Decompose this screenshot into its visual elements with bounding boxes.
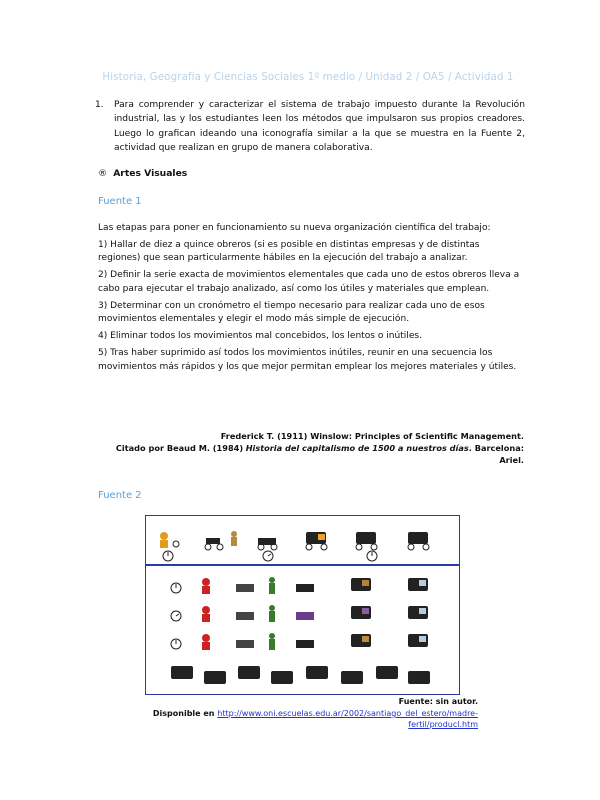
carriage-icon: [306, 532, 327, 550]
subject-tag: [98, 168, 187, 179]
question-1: [95, 98, 525, 155]
fuente-1-title: Fuente 1: [98, 196, 142, 207]
assembly-line-illustration: [145, 515, 460, 695]
carriage-icon: [205, 538, 223, 550]
fuente-2-availability: [108, 708, 478, 730]
worker-icon: [231, 531, 237, 546]
page-header: Historia, Geografía y Ciencias Sociales 1º medio / Unidad 2 / OA5 / Actividad 1: [102, 71, 514, 83]
step-4: 4) Eliminar todos los movimientos mal concebidos, los lentos o inútiles.: [98, 331, 422, 342]
carriage-icon: [408, 532, 429, 550]
step-2: 2) Definir la serie exacta de movimientos elementales que cada uno de estos obreros lleva a cabo para ejecutar el trabajo analizado, así como los útiles y materiales que emplean.: [98, 270, 520, 294]
source-link[interactable]: http://www.oni.escuelas.edu.ar/2002/santiago_del_estero/madre-fertil/producl.htm: [217, 709, 478, 729]
row-1: [171, 577, 428, 594]
fuente-2-title: Fuente 2: [98, 490, 142, 501]
clock-icon: [171, 639, 181, 649]
registered-icon: ®: [98, 168, 108, 179]
illustration-svg: [146, 516, 459, 694]
clock-icon: [367, 551, 377, 561]
middle-rows: [171, 577, 428, 650]
question-number: 1.: [95, 100, 104, 110]
available-label: Disponible en: [152, 709, 215, 718]
fuente-2-source: Fuente: sin autor.: [398, 697, 478, 706]
citation-line-2a: Citado por Beaud M. (1984): [115, 443, 244, 453]
citation: [110, 430, 524, 466]
top-row: [160, 531, 429, 561]
subject-label: Artes Visuales: [113, 168, 188, 179]
row-2: [171, 605, 428, 622]
step-1: 1) Hallar de diez a quince obreros (si es posible en distintas empresas y de distintas regiones) que sean particularmente hábiles en la ejecución del trabajo a analizar.: [98, 239, 480, 264]
carriage-icon: [356, 532, 377, 550]
wheel-icon: [173, 541, 179, 547]
clock-icon: [263, 551, 273, 561]
step-3: 3) Determinar con un cronómetro el tiempo necesario para realizar cada uno de esos movimientos elementales y elegir el modo más simple de ejecución.: [98, 300, 485, 325]
citation-line-2c: . Barcelona: Ariel.: [468, 443, 524, 465]
question-text: Para comprender y caracterizar el sistema de trabajo impuesto durante la Revolución industrial, las y los estudiantes leen los métodos que impulsaron sus propios creadores. Luego lo grafican ideando una iconografía similar a la que se muestra en la Fuente 2, actividad que realizan en grupo de manera colaborativa.: [114, 100, 525, 153]
worker-icon: [160, 532, 168, 548]
clock-icon: [163, 551, 173, 561]
fuente-1-text: [98, 222, 524, 378]
fuente-1-intro: Las etapas para poner en funcionamiento su nueva organización científica del trabajo:: [98, 223, 491, 233]
step-5: 5) Tras haber suprimido así todos los movimientos inútiles, reunir en una secuencia los movimientos más rápidos y los que mejor permitan emplear los mejores materiales y útiles.: [98, 348, 517, 372]
citation-line-1: Frederick T. (1911) Winslow: Principles of Scientific Management.: [220, 431, 524, 441]
clock-icon: [171, 611, 181, 621]
row-3: [171, 633, 428, 650]
bottom-carriages: [171, 666, 430, 684]
clock-icon: [171, 583, 181, 593]
top-caption-line: [154, 522, 451, 524]
citation-book-title: Historia del capitalismo de 1500 a nuestros días: [245, 443, 469, 453]
carriage-icon: [258, 538, 277, 550]
